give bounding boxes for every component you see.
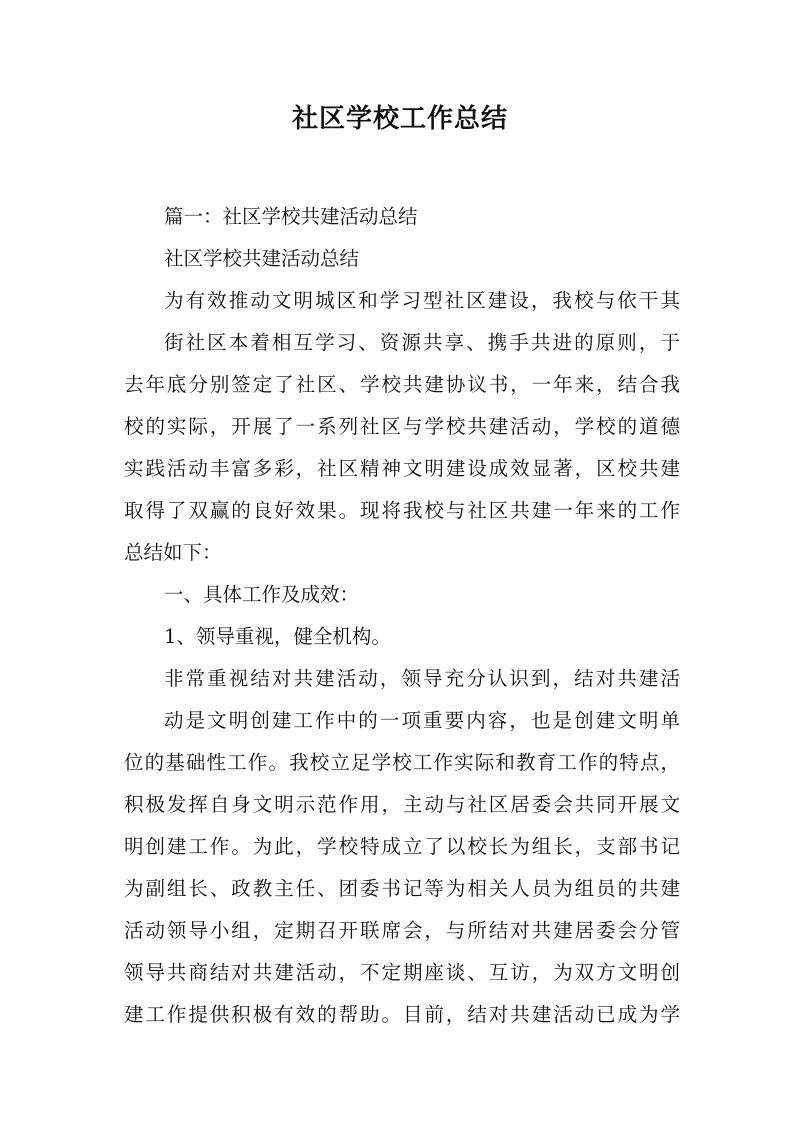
section-heading: 篇一：社区学校共建活动总结 — [164, 205, 418, 228]
document-title: 社区学校工作总结 — [291, 104, 508, 134]
paragraph-line: 积极发挥自身文明示范作用，主动与社区居委会共同开展文 — [124, 793, 680, 816]
paragraph-line: 总结如下： — [124, 541, 222, 564]
paragraph-line: 校的实际，开展了一系列社区与学校共建活动，学校的道德 — [124, 415, 680, 438]
paragraph-line: 活动领导小组，定期召开联席会，与所结对共建居委会分管 — [124, 919, 680, 942]
paragraph-line: 位的基础性工作。我校立足学校工作实际和教育工作的特点， — [124, 751, 680, 774]
subsection-heading: 1、领导重视，健全机构。 — [164, 625, 391, 648]
paragraph-line: 建工作提供积极有效的帮助。目前，结对共建活动已成为学 — [124, 1003, 680, 1026]
paragraph-line: 去年底分别签定了社区、学校共建协议书，一年来，结合我 — [124, 373, 680, 396]
section-heading: 一、具体工作及成效： — [164, 583, 360, 606]
paragraph-line: 动是文明创建工作中的一项重要内容，也是创建文明单 — [164, 709, 680, 732]
paragraph-line: 领导共商结对共建活动，不定期座谈、互访，为双方文明创 — [124, 961, 680, 984]
paragraph-line: 街社区本着相互学习、资源共享、携手共进的原则，于 — [164, 331, 680, 354]
paragraph-line: 非常重视结对共建活动，领导充分认识到，结对共建活 — [164, 667, 680, 690]
paragraph-line: 明创建工作。为此，学校特成立了以校长为组长，支部书记 — [124, 835, 680, 858]
paragraph-line: 实践活动丰富多彩，社区精神文明建设成效显著，区校共建 — [124, 457, 680, 480]
paragraph-line: 为副组长、政教主任、团委书记等为相关人员为组员的共建 — [124, 877, 680, 900]
subsection-heading: 社区学校共建活动总结 — [164, 247, 360, 270]
paragraph-line: 为有效推动文明城区和学习型社区建设，我校与依干其 — [164, 289, 680, 312]
paragraph-line: 取得了双赢的良好效果。现将我校与社区共建一年来的工作 — [124, 499, 680, 522]
